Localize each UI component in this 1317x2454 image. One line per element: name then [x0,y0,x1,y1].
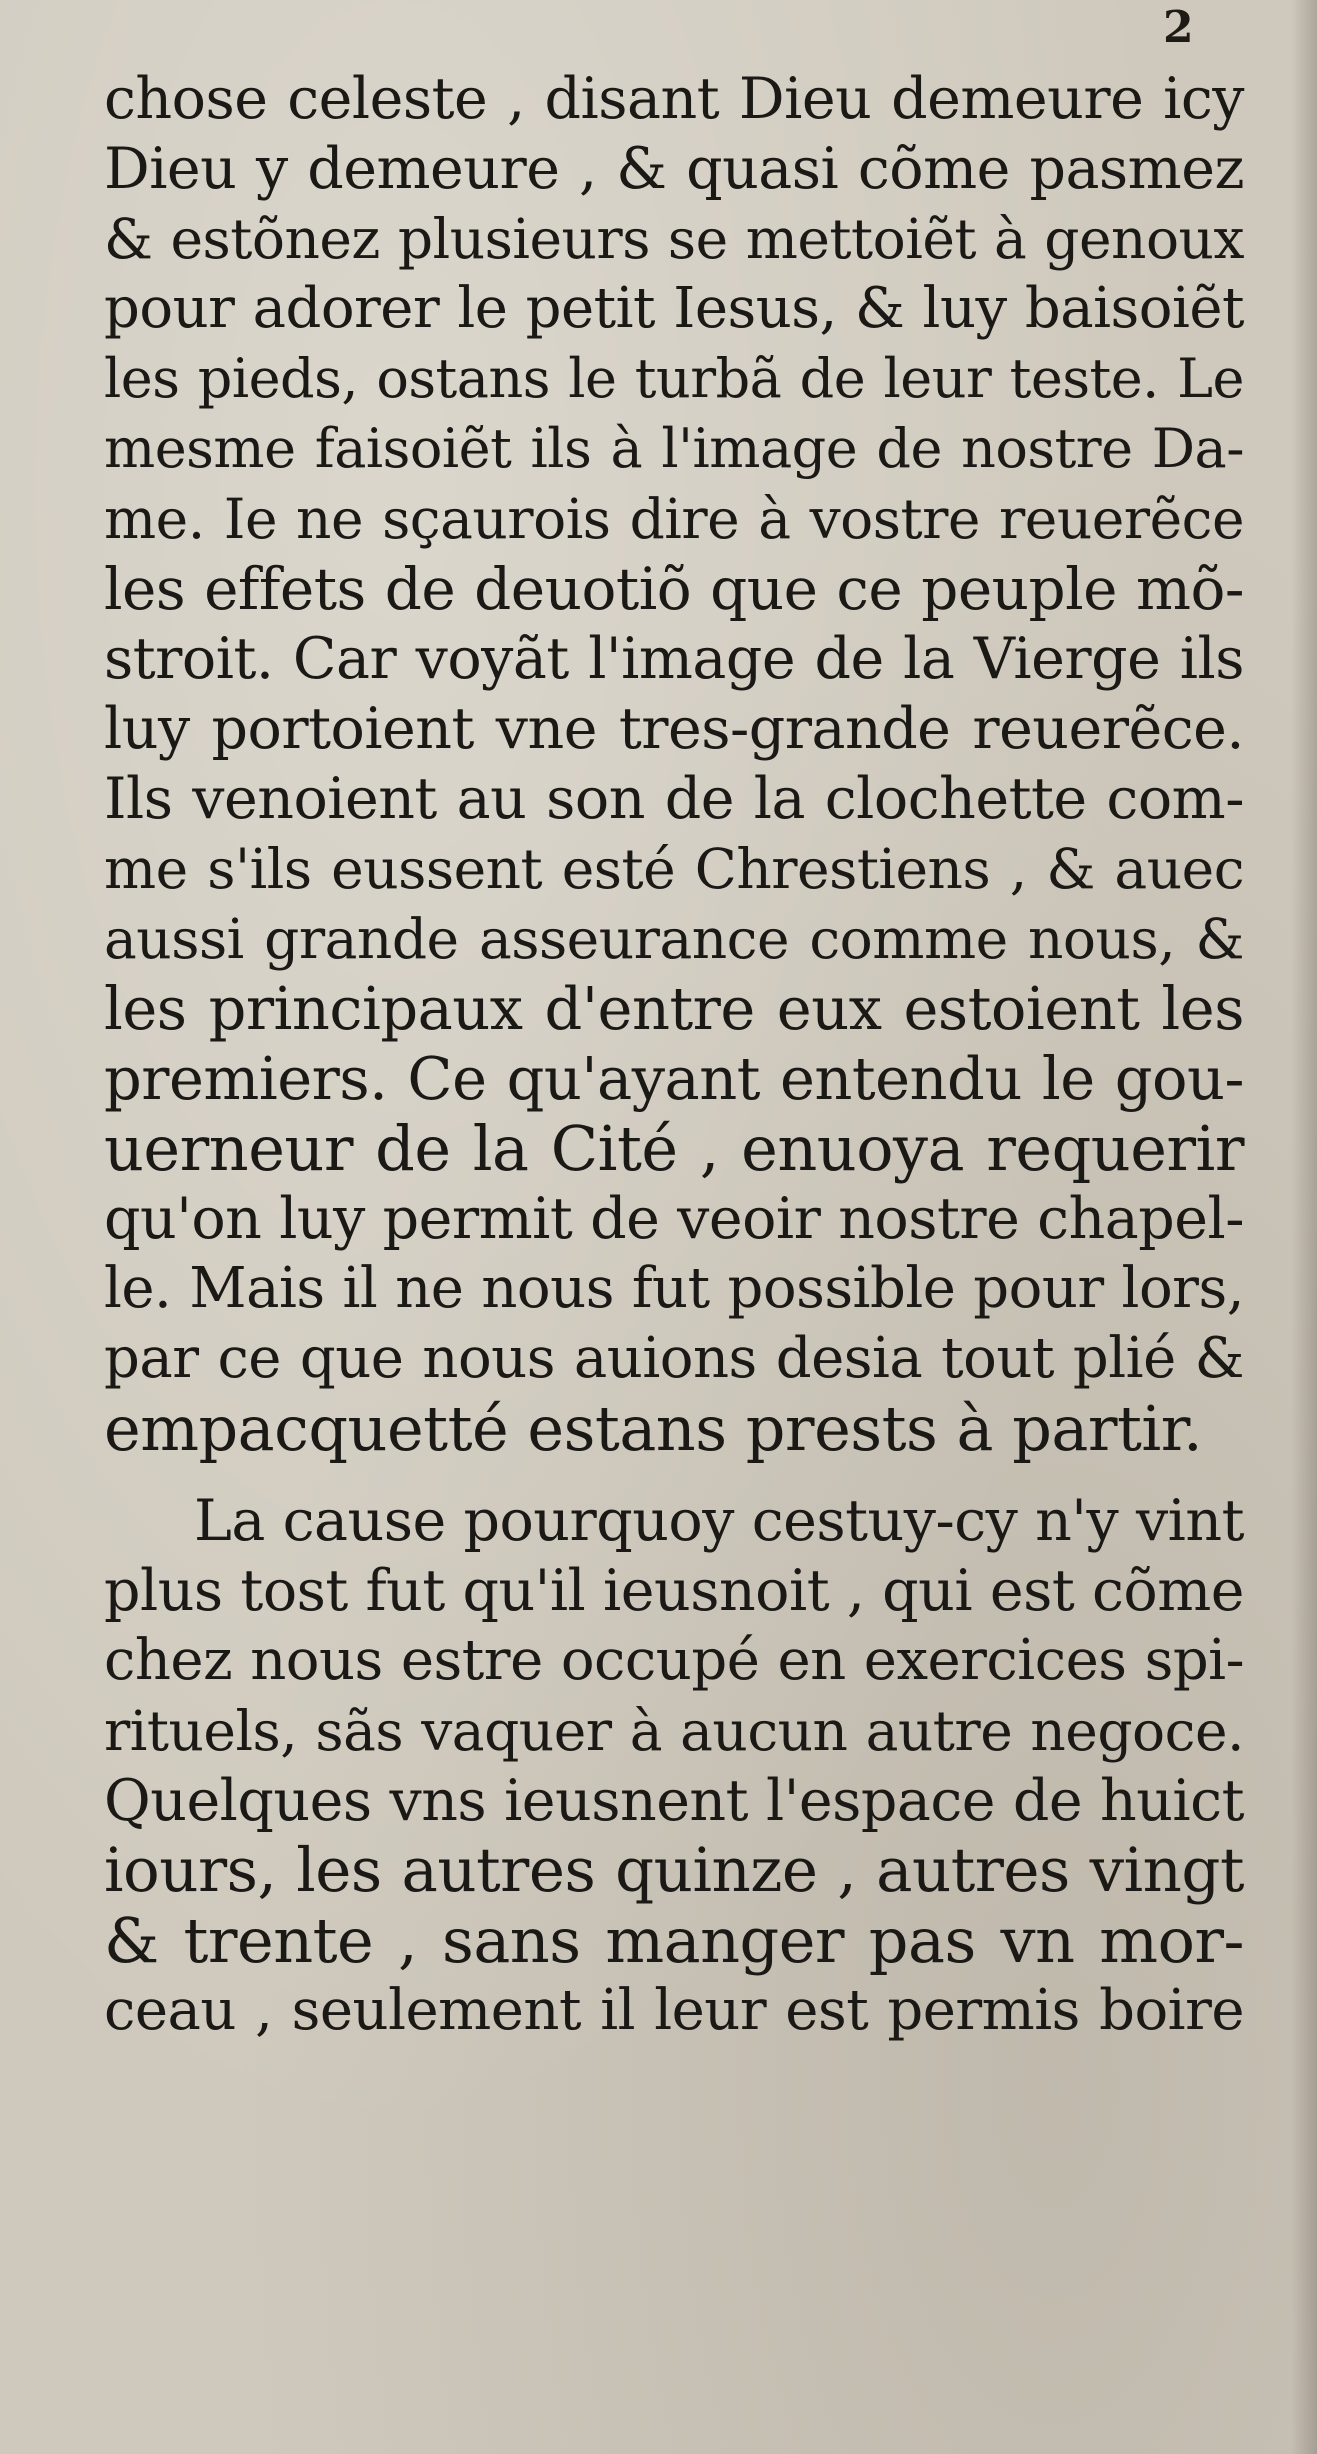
text-line: Ils venoient au son de la clochette com- [104,766,1244,832]
text-line: premiers. Ce qu'ayant entendu le gou- [104,1044,1244,1113]
page-number: 2 [1163,2,1194,53]
text-line: Dieu y demeure , & quasi cõme pasmez [104,136,1244,202]
text-line: le. Mais il ne nous fut possible pour lors, [104,1256,1244,1321]
text-line: aussi grande asseurance comme nous, & [104,907,1244,971]
text-line: empacquetté estans prests à partir. [104,1392,1203,1465]
text-line: & estõnez plusieurs se mettoiẽt à genoux [104,207,1244,271]
text-line: ceau , seulement il leur est permis boire [104,1978,1244,2043]
text-line: les principaux d'entre eux estoient les [104,974,1244,1043]
text-line: pour adorer le petit Iesus, & luy baisoiẽt [104,276,1244,341]
text-line: mesme faisoiẽt ils à l'image de nostre Da- [104,417,1244,480]
text-line: qu'on luy permit de veoir nostre chapel- [104,1186,1244,1252]
text-line: me. Ie ne sçaurois dire à vostre reuerẽce [104,487,1244,551]
paragraph-2 [104,1486,1244,2046]
body-text [104,64,1244,2046]
text-line: & trente , sans manger pas vn mor- [104,1904,1244,1977]
text-line: uerneur de la Cité , enuoya requerir [104,1112,1244,1185]
text-line: iours, les autres quinze , autres vingt [104,1835,1244,1906]
text-line: luy portoient vne tres-grande reuerẽce. [104,696,1244,762]
text-line: Quelques vns ieusnent l'espace de huict [104,1768,1244,1834]
text-line: me s'ils eussent esté Chrestiens , & auec [104,837,1244,901]
text-line: les effets de deuotiõ que ce peuple mõ- [104,555,1244,623]
paragraph-gap [104,1464,1244,1486]
paragraph-1 [104,64,1244,1464]
text-line: stroit. Car voyãt l'image de la Vierge ils [104,626,1244,692]
text-line: chez nous estre occupé en exercices spi- [104,1628,1244,1693]
text-line: les pieds, ostans le turbã de leur teste. Le [104,347,1244,410]
page-edge-shadow [1291,0,1317,2454]
text-line: par ce que nous auions desia tout plié & [104,1326,1244,1391]
text-line: plus tost fut qu'il ieusnoit , qui est cõme [104,1558,1244,1624]
text-line: chose celeste , disant Dieu demeure icy [104,66,1244,132]
text-line: rituels, sãs vaquer à aucun autre negoce. [104,1699,1244,1763]
text-line: La cause pourquoy cestuy-cy n'y vint [194,1488,1244,1554]
